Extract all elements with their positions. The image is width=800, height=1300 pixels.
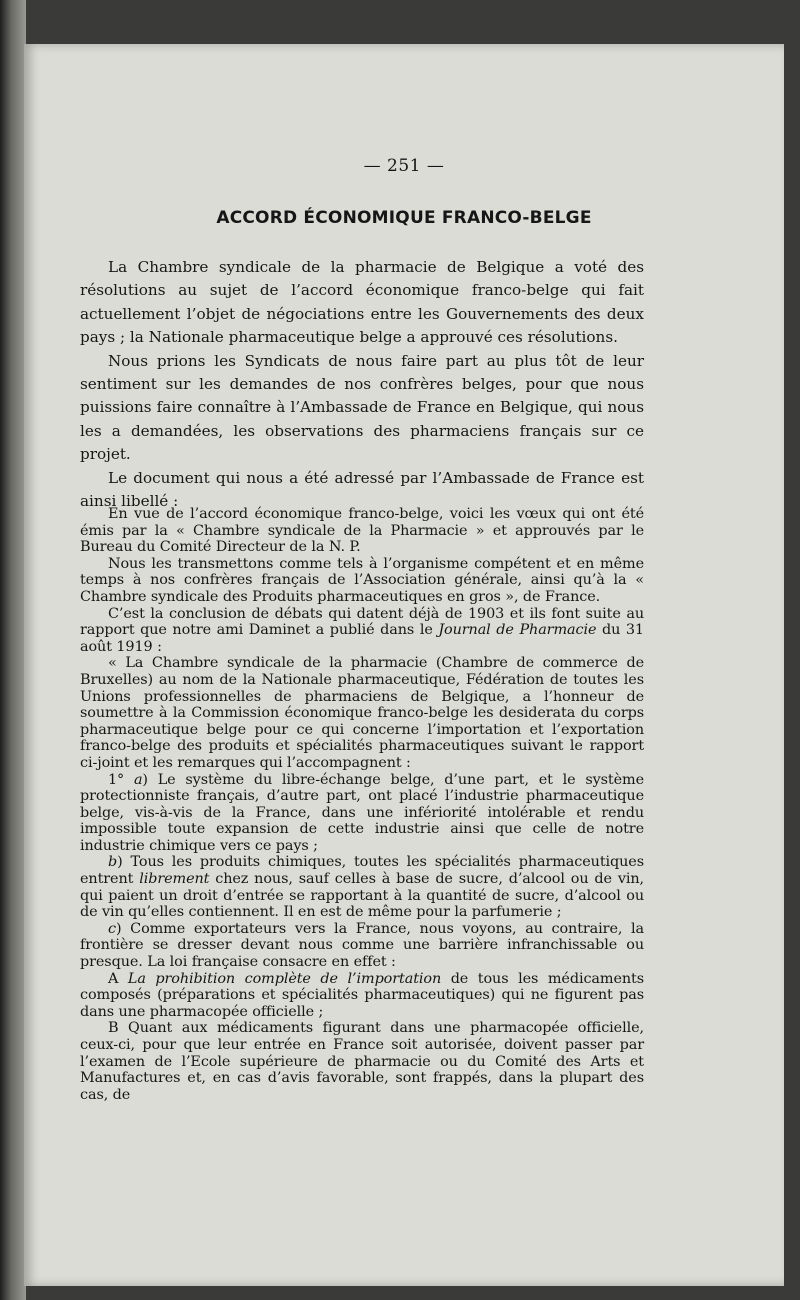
intro-paragraph: Nous prions les Syndicats de nous faire part au plus tôt de leur sentiment sur les demandes de nos confrères belges, pour que nous puissions faire connaître à l’Ambassade de France en Belgique, qui nous les a demandées, les observations des pharmaciens français sur ce projet. [80, 351, 644, 464]
intro-section [80, 256, 644, 513]
quoted-paragraph: « La Chambre syndicale de la pharmacie (Chambre de commerce de Bruxelles) au nom de la Nationale pharmaceutique, Fédération de toutes les Unions professionnelles de pharmaciens de Belgique, a l’honneur de soumettre à la Commission économique franco-belge les desiderata du corps pharmaceutique belge pour ce qui concerne l’importation et l’exportation franco-belge des produits et spécialités pharmaceutiques suivant le rapport ci-joint et les remarques qui l’accompagnent : [80, 655, 644, 771]
quoted-document [80, 506, 644, 1103]
point-B: B Quant aux médicaments figurant dans une pharmacopée officielle, ceux-ci, pour que leur entrée en France soit autorisée, doivent passer par l’examen de l’Ecole supérieure de pharmacie ou du Comité des Arts et Manufactures et, en cas d’avis favorable, sont frappés, dans la plupart des cas, de [80, 1020, 644, 1103]
article-title: ACCORD ÉCONOMIQUE FRANCO-BELGE [216, 208, 592, 228]
intro-paragraph: La Chambre syndicale de la pharmacie de Belgique a voté des résolutions au sujet de l’accord économique franco-belge qui fait actuellement l’objet de négociations entre les Gouvernements des deux pays ; la Nationale pharmaceutique belge a approuvé ces résolutions. [80, 258, 644, 347]
quoted-paragraph: Nous les transmettons comme tels à l’organisme compétent et en même temps à nos confrères français de l’Association générale, ainsi qu’à la « Chambre syndicale des Produits pharmaceutiques en gros », de France. [80, 555, 644, 605]
journal-title: Journal de Pharmacie [438, 622, 597, 639]
document-page [24, 44, 784, 1286]
book-binding-edge [0, 0, 26, 1300]
quoted-paragraph: C’est la conclusion de débats qui datent déjà de 1903 et ils font suite au rapport que notre ami Daminet a publié dans le Journal de Pharmacie du 31 août 1919 : [80, 605, 644, 655]
page-number: — 251 — [363, 156, 445, 176]
point-A: A La prohibition complète de l’importation de tous les médicaments composés (préparations et spécialités pharmaceutiques) qui ne figurent pas dans une pharmacopée officielle ; [80, 970, 644, 1020]
point-b: b) Tous les produits chimiques, toutes les spécialités pharmaceutiques entrent librement chez nous, sauf celles à base de sucre, d’alcool ou de vin, qui paient un droit d’entrée se rapportant à la quantité de sucre, d’alcool ou de vin qu’elles contiennent. Il en est de même pour la parfumerie ; [80, 854, 644, 921]
intro-paragraph: Le document qui nous a été adressé par l’Ambassade de France est ainsi libellé : [80, 468, 644, 511]
point-a: 1° a) Le système du libre-échange belge, d’une part, et le système protectionniste français, d’autre part, ont placé l’industrie pharmaceutique belge, vis-à-vis de la France, dans une infériorité intolérable et rendu impossible toute expansion de cette industrie ainsi que celle de notre industrie chimique vers ce pays ; [80, 771, 644, 854]
point-c: c) Comme exportateurs vers la France, nous voyons, au contraire, la frontière se dresser devant nous comme une barrière infranchissable ou presque. La loi française consacre en effet : [80, 920, 644, 971]
quoted-paragraph: En vue de l’accord économique franco-belge, voici les vœux qui ont été émis par la « Chambre syndicale de la Pharmacie » et approuvés par le Bureau du Comité Directeur de la N. P. [80, 506, 644, 556]
